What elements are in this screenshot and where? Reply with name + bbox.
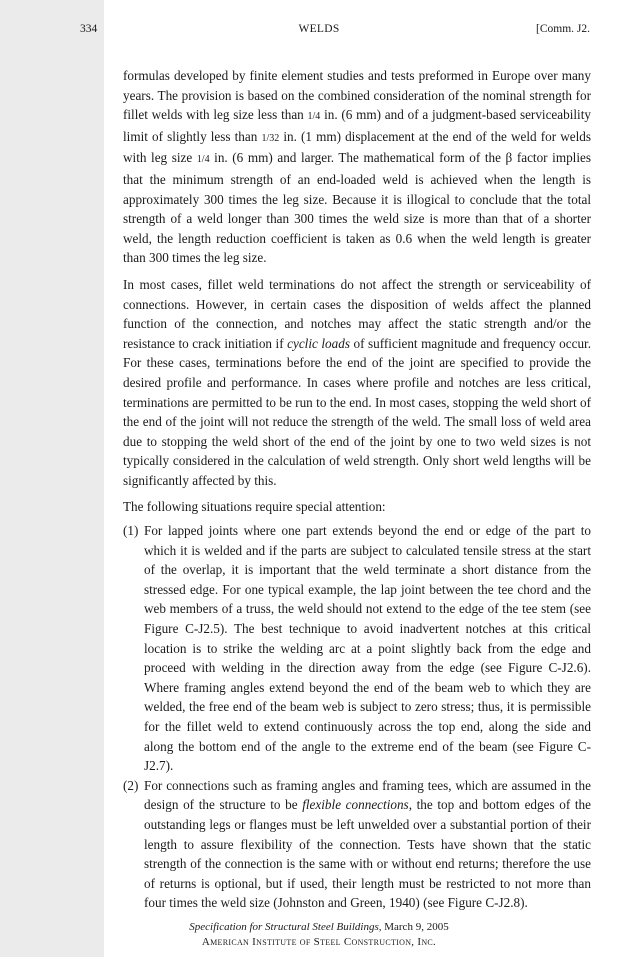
list-item-framing-connections xyxy=(123,776,591,913)
paragraph-weld-terminations: In most cases, fillet weld terminations do not affect the strength or serviceability of connections. However, in certain cases the disposition of welds affect the planned function of the connection, and notches may affect the static strength and/or the resistance to crack initiation if cyclic loads of sufficient magnitude and frequency occur. For these cases, terminations before the end of the joint are specified to provide the desired profile and performance. In cases where profile and notches are less critical, terminations are permitted to be run to the end. In most cases, stopping the weld short of the end of the joint will not reduce the strength of the weld. The small loss of weld area due to stopping the weld short of the end of the joint by one to two weld sizes is not typically considered in the calculation of weld strength. Only short weld lengths will be significantly affected by this. xyxy=(123,276,591,488)
footer-spec-title: Specification for Structural Steel Buildings, xyxy=(189,921,382,933)
term-flexible-connections: flexible connections xyxy=(302,797,409,813)
fraction: 1/4 xyxy=(307,111,321,123)
list-item-lapped-joints xyxy=(123,521,591,776)
list-item-number: (2) xyxy=(123,777,139,793)
list-item-text: For lapped joints where one part extends beyond the end or edge of the part to which it is welded and if the parts are subject to calculated tensile stress at the start of the overlap, it is important that the weld terminate a short distance from the stressed edge. For one typical example, the lap joint between the tee chord and the web members of a truss, the weld should not extend to the edge of the tee stem (see Figure C-J2.5). The best technique to avoid inadvertent notches at this critical location is to strike the welding arc at a point slightly back from the edge and proceed with welding in the direction away from the edge (see Figure C-J2.6). Where framing angles extend beyond the end of the beam web to which they are welded, the free end of the beam web is subject to zero stress; thus, it is permissible for the fillet weld to extend continuously across the top end, along the side and along the bottom end of the angle to the extreme end of the beam (see Figure C-J2.7). xyxy=(144,523,591,774)
running-header-title: WELDS xyxy=(298,23,340,35)
list-item-text: For connections such as framing angles and framing tees, which are assumed in the design of the structure to be flexible connections, the top and bottom edges of the outstanding legs or flanges must be left unwelded over a substantial portion of their length to assure flexibility of the connection. Tests have shown that the static strength of the connection is the same with or without end returns; therefore the use of returns is optional, but if used, their length must be restricted to not more than four times the weld size (Johnston and Green, 1940) (see Figure C-J2.8). xyxy=(144,777,591,911)
paragraph-special-attention: The following situations require special attention: xyxy=(123,499,386,515)
running-header-section: [Comm. J2. xyxy=(536,23,590,35)
fraction: 1/32 xyxy=(261,132,280,144)
list-item-number: (1) xyxy=(123,523,139,539)
fraction: 1/4 xyxy=(196,154,210,166)
footer-spec-line xyxy=(0,920,638,934)
commentary-body xyxy=(123,66,591,913)
paragraph-weld-length: formulas developed by finite element studies and tests preformed in Europe over many years. The provision is based on the combined consideration of the nominal strength for fillet welds with leg size less than 1/4 in. (6 mm) and of a judgment-based serviceability limit of slightly less than 1/32 in. (1 mm) displacement at the end of the weld for welds with leg size 1/4 in. (6 mm) and larger. The mathematical form of the β factor implies that the minimum strength of an end-loaded weld is achieved when the length is approximately 300 times the leg size. Because it is illogical to conclude that the total strength of a weld longer than 300 times the weld size is more than that of a shorter weld, the length reduction coefficient is taken as 0.6 when the weld length is greater than 300 times the leg size. xyxy=(123,68,591,266)
footer-date: March 9, 2005 xyxy=(381,921,449,933)
page-margin-band xyxy=(0,0,104,957)
page-number: 334 xyxy=(80,23,98,35)
term-cyclic-loads: cyclic loads xyxy=(287,335,350,351)
footer-publisher: American Institute of Steel Construction, Inc. xyxy=(201,936,437,948)
